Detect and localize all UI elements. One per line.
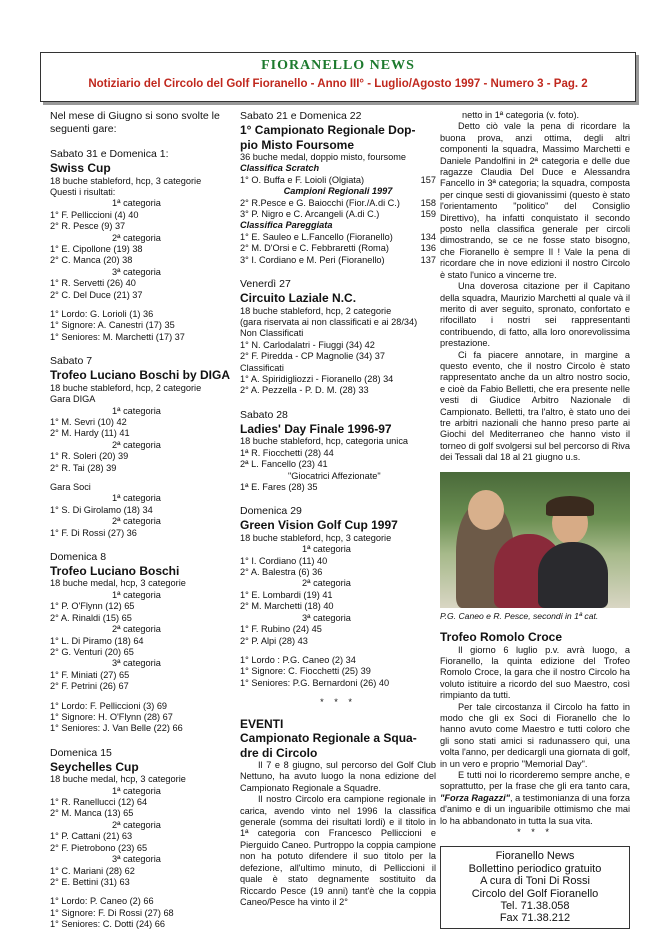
article-paragraph: Il nostro Circolo era campione regionale in carica, avendo vinto nel 1996 la classifica generale (somma dei risultati lordi) e il titolo in 1ª categoria con Francesco Pelliccioni e Pierguido Caneo. Purtroppo la coppia campione non ha potuto difendere il suo titolo per la defezione, all'ultimo minuto, di Pelliccioni il quale è stato degnamente sostituito da Riccardo Pesce (19 anni) tant'è che la coppia Caneo/Pesce ha vinto il 2°: [240, 794, 436, 907]
category-label: 3ª categoria: [112, 266, 161, 277]
classification-label: Classifica Pareggiata: [240, 220, 333, 231]
result-row: 3° P. Nigro e C. Arcangeli (A.di C.) 159: [240, 209, 436, 220]
result-line: 1° A. Spiridigliozzi - Fioranello (28) 34: [240, 374, 394, 384]
result-line: 1° F. Di Rossi (27) 36: [50, 527, 137, 538]
event-note: Gara Soci: [50, 481, 91, 492]
newsletter-title: FIORANELLO NEWS: [261, 58, 415, 73]
event-note: Non Classificati: [240, 328, 304, 339]
result-line: 2° M. Manca (13) 65: [50, 808, 134, 819]
result-line: 1° Signore: F. Di Rossi (27) 68: [50, 907, 174, 918]
result-line: 2° A. Rinaldi (15) 65: [50, 612, 132, 623]
event-date: Domenica 29: [240, 505, 302, 518]
category-label: 2ª categoria: [112, 516, 161, 527]
result-line: 2° F. Petrini (26) 67: [50, 681, 129, 692]
result-line: 2° C. Del Duce (21) 37: [50, 289, 143, 300]
result-line: 1° R. Soleri (20) 39: [50, 451, 129, 462]
event-desc: 18 buche stableford, hcp, 3 categorie: [50, 175, 202, 186]
category-label: 2ª categoria: [112, 232, 161, 243]
event-title: 1° Campionato Regionale Dop-: [240, 123, 416, 137]
intro-line: Nel mese di Giugno si sono svolte le: [50, 110, 220, 122]
result-line: 1° Seniores: P.G. Bernardoni (26) 40: [240, 677, 390, 688]
event-desc: 18 buche medal, hcp, 3 categorie: [50, 774, 186, 785]
result-line: 1° R. Ranellucci (12) 64: [50, 797, 148, 808]
article-paragraph: netto in 1ª categoria (v. foto).: [462, 110, 580, 120]
column-middle: [240, 110, 436, 908]
event-desc: 18 buche stableford, hcp, 2 categorie: [50, 382, 202, 393]
result-line: 2° A. Pezzella - P. D. M. (28) 33: [240, 385, 369, 396]
result-line: 2° M. Marchetti (18) 40: [240, 601, 334, 612]
result-line: 2° M. Hardy (11) 41: [50, 428, 130, 439]
result-line: 2ª L. Fancello (23) 41: [240, 459, 328, 470]
result-line: 1° M. Sevri (10) 42: [50, 416, 127, 427]
champions-label: Campioni Regionali 1997: [283, 186, 393, 197]
event-title: pio Misto Foursome: [240, 137, 354, 152]
classification-label: Classifica Scratch: [240, 163, 320, 174]
result-row: 2° M. D'Orsi e C. Febbraretti (Roma) 136: [240, 243, 436, 254]
event-note: Gara DIGA: [50, 394, 96, 405]
event-title: Trofeo Luciano Boschi: [50, 563, 180, 578]
player-right-hair: [546, 496, 594, 516]
result-line: 2° C. Manca (20) 38: [50, 255, 133, 266]
category-label: 1ª categoria: [302, 544, 351, 555]
article-paragraph: Ci fa piacere annotare, in margine a questo evento, che il nostro Circolo è stato rappresentato anche da un altro nostro socio, e cioè da Fabio Belletti, che era presente nelle vesti di Giudice Arbitro Nazionale di Campionato. Belletti, tra l'altro, è stato uno dei tre arbitri nazionali che hanno preso parte ai Giochi del Mediterraneo che hanno visto il torneo di golf svolgersi sul bel percorso di Riva dei Tessali dal 18 al 21 giugno u.s.: [440, 349, 630, 463]
result-line: 2° R. Pesce (9) 37: [50, 221, 126, 232]
event-title: Green Vision Golf Cup 1997: [240, 518, 398, 533]
category-label: 3ª categoria: [302, 612, 351, 623]
event-date: Domenica 8: [50, 550, 107, 563]
masthead-box: [40, 52, 636, 102]
section-heading: EVENTI: [240, 716, 284, 731]
result-line: 2° P. Alpi (28) 43: [240, 635, 308, 646]
category-label: 1ª categoria: [112, 405, 161, 416]
result-line: 1° P. Cattani (21) 63: [50, 831, 133, 842]
result-line: 1° P. O'Flynn (12) 65: [50, 601, 135, 612]
colophon-line: Circolo del Golf Fioranello: [471, 887, 599, 900]
result-line: 1° Lordo: P. Caneo (2) 66: [50, 896, 154, 907]
event-title: Ladies' Day Finale 1996-97: [240, 421, 392, 436]
result-line: 1° S. Di Girolamo (18) 34: [50, 504, 153, 515]
event-date: Venerdì 27: [240, 278, 291, 291]
colophon-line: A cura di Toni Di Rossi: [480, 875, 590, 888]
category-label: 3ª categoria: [112, 658, 161, 669]
category-label: 1ª categoria: [112, 785, 161, 796]
event-date: Sabato 7: [50, 355, 93, 368]
result-line: 1° F. Miniati (27) 65: [50, 669, 130, 680]
result-line: 1° Signore: A. Canestri (17) 35: [50, 320, 175, 331]
result-line: 1° Lordo: G. Lorioli (1) 36: [50, 308, 154, 319]
event-title: Swiss Cup: [50, 161, 111, 175]
event-date: Sabato 31 e Domenica 1:: [50, 148, 169, 160]
result-line: 1° E. Lombardi (19) 41: [240, 589, 333, 600]
article-paragraph: Il 7 e 8 giugno, sul percorso del Golf Club Nettuno, ha avuto luogo la nona edizione del Campionato Regionale a Squadre.: [240, 760, 436, 793]
category-label: 1ª categoria: [112, 198, 161, 209]
colophon-line: Bollettino periodico gratuito: [468, 862, 602, 875]
result-line: 1° L. Di Piramo (18) 64: [50, 635, 144, 646]
category-label: 2ª categoria: [112, 624, 161, 635]
column-left: [50, 110, 230, 931]
article-paragraph: Una doverosa citazione per il Capitano della squadra, Maurizio Marchetti al quale và il merito di aver seguito, spronato, confortato e rifocillato i nostri sei rappresentanti contribuendo, di fatto, alla loro onorevolissima prestazione.: [440, 281, 630, 349]
result-line: 1° Signore: H. O'Flynn (28) 67: [50, 711, 173, 722]
event-note: Questi i risultati:: [50, 186, 116, 197]
photo-caption: P.G. Caneo e R. Pesce, secondi in 1ª cat.: [440, 610, 599, 621]
result-line: 1° Lordo : P.G. Caneo (2) 34: [240, 654, 356, 665]
category-label: 1ª categoria: [112, 493, 161, 504]
player-right-shirt: [538, 542, 608, 608]
result-line: 1° N. Carlodalatri - Fiuggi (34) 42: [240, 339, 375, 350]
result-line: 1° C. Mariani (28) 62: [50, 865, 135, 876]
result-line: 2° E. Bettini (31) 63: [50, 876, 130, 887]
result-line: 1° I. Cordiano (11) 40: [240, 555, 328, 566]
newsletter-subtitle: Notiziario del Circolo del Golf Fioranello - Anno III° - Luglio/Agosto 1997 - Numero 3 - Pag. 2: [88, 78, 588, 90]
category-label: 1ª categoria: [112, 589, 161, 600]
result-row: 3° I. Cordiano e M. Peri (Fioranello) 137: [240, 254, 436, 265]
event-title: dre di Circolo: [240, 745, 318, 760]
event-desc: 18 buche stableford, hcp, categoria unica: [240, 436, 409, 447]
event-date: Sabato 28: [240, 408, 288, 421]
event-title: Circuito Laziale N.C.: [240, 291, 357, 306]
intro-line: seguenti gare:: [50, 123, 117, 135]
result-row: 2° R.Pesce e G. Baiocchi (Fior./A.di C.) 158: [240, 197, 436, 208]
event-note: (gara riservata ai non classificati e ai 28/34): [240, 316, 418, 327]
result-line: 1° R. Servetti (26) 40: [50, 278, 136, 289]
category-label: 2ª categoria: [112, 439, 161, 450]
article-paragraph: Detto ciò vale la pena di ricordare la buona prova, anzi ottima, degli altri componenti la squadra, Massimo Marchetti e Daniele Pandolfini in 2ª categoria e delle due ragazze Claudia Del Duce e Alessandra Fancello in 3ª categoria; la squadra, composta per cinque sesti di giovanissimi (questo è stato l'orientamento "politico" del Consiglio Direttivo), ha infatti conquistato il secondo posto nella classifica generale per circoli dimostrando, se ce ne fosse stato bisogno, che Fioranello è sempre Il ! Vale la pena di ricordare che in nove edizioni il nostro Circolo è stato l'unico a vincerne tre.: [440, 121, 630, 280]
result-line: 2° A. Balestra (6) 36: [240, 567, 323, 578]
event-title: Seychelles Cup: [50, 759, 139, 774]
result-line: 2° R. Tai (28) 39: [50, 462, 117, 473]
result-line: 2° F. Piredda - CP Magnolie (34) 37: [240, 351, 385, 362]
result-line: 1° E. Cipollone (19) 38: [50, 243, 143, 254]
result-row: 1° O. Buffa e F. Loioli (Olgiata) 157: [240, 174, 436, 185]
article-paragraph: Per tale circostanza il Circolo ha fatto in modo che gli ex Soci di Fioranello che lo hanno avuto come Maestro e tutti coloro che gli sono stati amici si radunassero qui, una volta l'anno, per dedicargli una giornata di golf, in un vero e proprio "Memorial Day".: [440, 701, 630, 769]
player-left-face: [468, 490, 504, 530]
event-date: Domenica 15: [50, 746, 112, 759]
event-title: Trofeo Romolo Croce: [440, 630, 563, 644]
event-title: Trofeo Luciano Boschi by DIGA: [50, 368, 231, 383]
result-line: 1° Seniores: J. Van Belle (22) 66: [50, 723, 183, 734]
article-paragraph: Il giorno 6 luglio p.v. avrà luogo, a Fioranello, la quinta edizione del Trofeo Romolo Croce, la gara che il nostro Circolo ha voluto istituire a ricordo del suo Maestro, così rimpianto da tutti.: [440, 644, 630, 701]
event-title: Campionato Regionale a Squa-: [240, 731, 417, 746]
colophon-box: [440, 846, 630, 928]
result-line: 2° G. Venturi (20) 65: [50, 646, 134, 657]
column-right: [440, 110, 630, 929]
result-line: 1ª E. Fares (28) 35: [240, 481, 318, 492]
colophon-line: Fax 71.38.212: [499, 912, 571, 925]
result-line: 1° F. Pelliccioni (4) 40: [50, 209, 139, 220]
section-divider: * * *: [320, 697, 356, 708]
event-note: Classificati: [240, 362, 284, 373]
result-row: 1° E. Sauleo e L.Fancello (Fioranello) 134: [240, 231, 436, 242]
event-date: Sabato 21 e Domenica 22: [240, 110, 362, 122]
event-desc: 18 buche stableford, hcp, 2 categorie: [240, 305, 392, 316]
result-line: 1° Seniores: M. Marchetti (17) 37: [50, 331, 185, 342]
result-line: 1ª R. Fiocchetti (28) 44: [240, 447, 334, 458]
result-line: 1° Signore: C. Fiocchetti (25) 39: [240, 666, 371, 677]
event-desc: 36 buche medal, doppio misto, foursome: [240, 152, 406, 162]
result-line: 1° F. Rubino (24) 45: [240, 624, 322, 635]
event-note: "Giocatrici Affezionate": [288, 470, 381, 481]
result-line: 2° F. Pietrobono (23) 65: [50, 842, 148, 853]
event-desc: 18 buche medal, hcp, 3 categorie: [50, 578, 186, 589]
section-divider: * * *: [517, 827, 553, 837]
category-label: 2ª categoria: [302, 578, 351, 589]
event-desc: 18 buche stableford, hcp, 3 categorie: [240, 532, 392, 543]
team-photo: [440, 472, 630, 608]
result-line: 1° Seniores: C. Dotti (24) 66: [50, 919, 165, 930]
colophon-line: Fioranello News: [495, 850, 575, 863]
category-label: 2ª categoria: [112, 819, 161, 830]
category-label: 3ª categoria: [112, 854, 161, 865]
article-paragraph: E tutti noi lo ricorderemo sempre anche, e soprattutto, per la frase che gli era tanto cara, "Forza Ragazzi", a testimonianza di una forza d'animo e di un inguaribile ottimismo che mai lo ha abbandonato in tutta la sua vita.: [440, 769, 631, 826]
colophon-line: Tel. 71.38.058: [500, 900, 570, 913]
result-line: 1° Lordo: F. Pelliccioni (3) 69: [50, 700, 168, 711]
